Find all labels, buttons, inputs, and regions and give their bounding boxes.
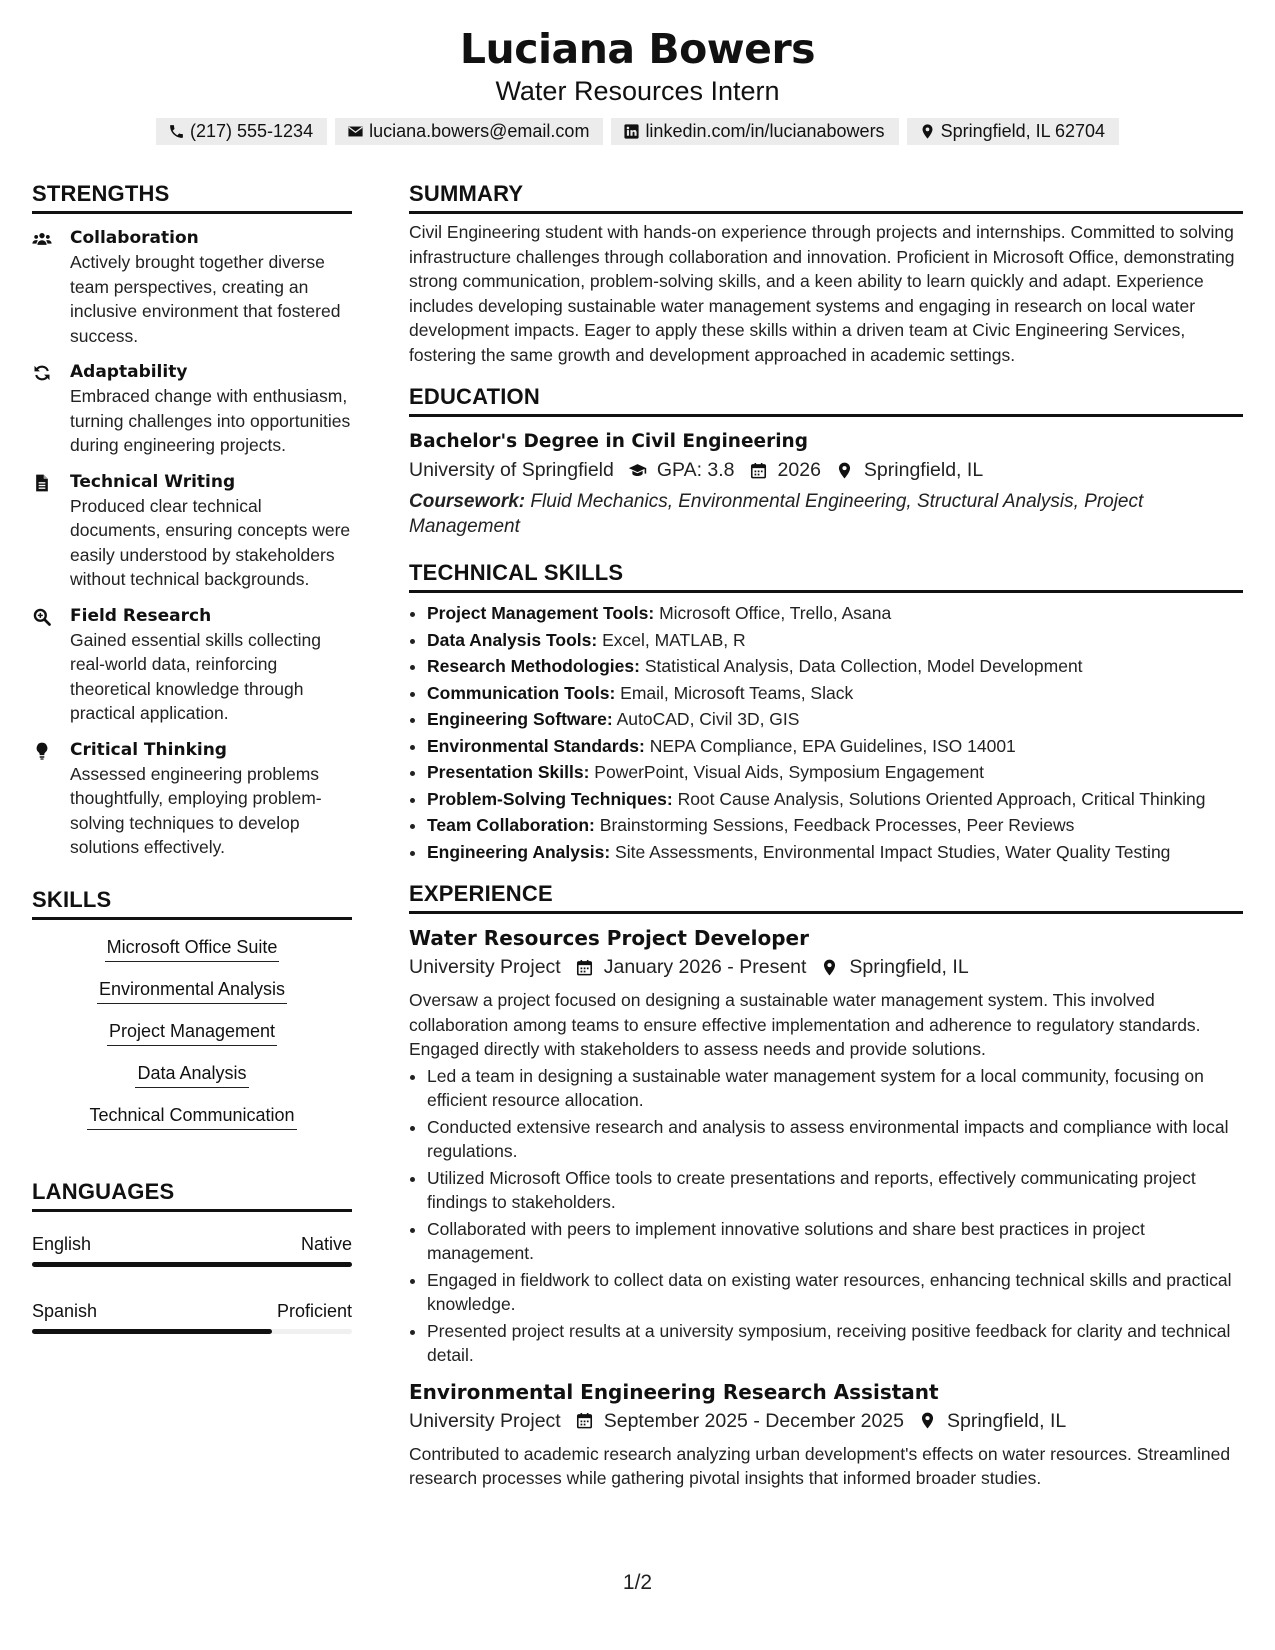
language-level: Proficient [276, 1300, 352, 1321]
tech-skill-label: Research Methodologies: [427, 656, 640, 676]
contact-phone[interactable] [156, 118, 327, 145]
tech-skill-value: Email, Microsoft Teams, Slack [620, 682, 854, 703]
skills-heading: SKILLS [32, 886, 352, 920]
tech-skill-value: Excel, MATLAB, R [602, 629, 746, 650]
strength-desc: Produced clear technical documents, ensuring concepts were easily understood by stakeholders without technical backgrounds. [70, 495, 351, 589]
strength-desc: Gained essential skills collecting real-world data, reinforcing theoretical knowledge through practical application. [70, 629, 321, 723]
calendar-icon [575, 1411, 594, 1430]
job-org: University Project [409, 1409, 561, 1432]
tech-skill-label: Communication Tools: [427, 682, 616, 703]
language-bar-fill [32, 1329, 272, 1334]
education-heading: EDUCATION [409, 383, 1243, 417]
language-item [32, 1232, 352, 1267]
linkedin-text: linkedin.com/in/lucianabowers [645, 121, 885, 141]
candidate-title: Water Resources Intern [495, 76, 780, 106]
envelope-icon [347, 123, 364, 140]
language-name: English [32, 1233, 92, 1254]
languages-heading: LANGUAGES [32, 1178, 352, 1212]
coursework-list: Fluid Mechanics, Environmental Engineering, Structural Analysis, Project Management [409, 491, 1144, 537]
map-pin-icon [835, 461, 854, 480]
strength-desc: Actively brought together diverse team perspectives, creating an inclusive environment that fostered success. [70, 252, 341, 346]
location-text: Springfield, IL 62704 [940, 121, 1106, 141]
strength-title: Collaboration [70, 228, 199, 248]
job-bullet: • Collaborated with peers to implement innovative solutions and share best practices in project management. [427, 1217, 1243, 1266]
search-icon [32, 607, 52, 627]
contact-email[interactable] [335, 118, 603, 145]
job-bullet: • Utilized Microsoft Office tools to create presentations and reports, effectively communicating project findings to stakeholders. [427, 1166, 1243, 1215]
tech-skill-label: Engineering Software: [427, 709, 613, 729]
strength-item [32, 604, 352, 726]
job-dates: January 2026 - Present [603, 956, 807, 978]
skill-tag: Data Analysis [135, 1062, 248, 1088]
gpa-text: GPA: 3.8 [656, 459, 735, 481]
page-number: 1/2 [622, 1571, 653, 1594]
linkedin-icon [623, 123, 640, 140]
job-org: University Project [409, 956, 561, 978]
map-pin-icon [919, 123, 936, 140]
job-bullet: • Presented project results at a university symposium, receiving positive feedback for clarity and technical detail. [427, 1319, 1243, 1368]
tech-skill-item [427, 760, 1243, 785]
tech-skill-value: NEPA Compliance, EPA Guidelines, ISO 14001 [649, 735, 1016, 756]
tech-skills-heading: TECHNICAL SKILLS [409, 559, 1243, 593]
summary-heading: SUMMARY [409, 180, 1243, 214]
tech-skill-item [427, 601, 1243, 626]
education-meta [409, 455, 1243, 485]
job-dates: September 2025 - December 2025 [603, 1409, 904, 1432]
tech-skill-item [427, 787, 1243, 812]
tech-skill-label: Data Analysis Tools: [427, 629, 598, 650]
job-description: Oversaw a project focused on designing a sustainable water management system. This involved collaboration among teams to ensure effective implementation and adherence to regulatory standards. Engaged directly with stakeholders to assess needs and provide solutions. [409, 990, 1201, 1059]
tech-skill-label: Presentation Skills: [427, 762, 590, 782]
strength-title: Technical Writing [70, 471, 236, 492]
tech-skill-label: Project Management Tools: [427, 603, 655, 623]
contact-bar [0, 118, 1275, 145]
language-bar [32, 1329, 352, 1334]
tech-skill-label: Environmental Standards: [427, 735, 645, 756]
tech-skill-value: PowerPoint, Visual Aids, Symposium Engagement [594, 762, 985, 782]
skill-tag: Project Management [107, 1020, 277, 1046]
strength-item [32, 738, 352, 860]
job-bullet: • Conducted extensive research and analysis to assess environmental impacts and compliance with local regulations. [427, 1115, 1243, 1164]
job-bullets [409, 1064, 1243, 1368]
skill-tag: Microsoft Office Suite [105, 936, 280, 962]
school-name: University of Springfield [409, 459, 614, 481]
job-description: Contributed to academic research analyzing urban development's effects on water resources. Streamlined research processes while gathering pivotal insights that informed broader studies. [409, 1443, 1231, 1488]
job-meta [409, 1406, 1243, 1436]
job-title: Environmental Engineering Research Assistant [409, 1379, 939, 1404]
tech-skill-item [427, 654, 1243, 679]
strength-title: Field Research [70, 605, 212, 626]
coursework-label: Coursework: [409, 491, 526, 512]
tech-skill-item [427, 734, 1243, 759]
job-location: Springfield, IL [946, 1409, 1067, 1432]
strength-title: Adaptability [70, 362, 188, 382]
map-pin-icon [918, 1411, 937, 1430]
tech-skill-value: Root Cause Analysis, Solutions Oriented Approach, Critical Thinking [677, 788, 1206, 809]
job-title: Water Resources Project Developer [409, 926, 809, 950]
language-item [32, 1299, 352, 1334]
contact-location [907, 118, 1119, 145]
tech-skill-item [427, 628, 1243, 653]
job-meta [409, 952, 1243, 982]
degree-title: Bachelor's Degree in Civil Engineering [409, 431, 808, 452]
map-pin-icon [820, 958, 839, 977]
email-text: luciana.bowers@email.com [369, 121, 590, 141]
job-location: Springfield, IL [849, 956, 969, 978]
strength-desc: Assessed engineering problems thoughtfully, employing problem-solving techniques to develop solutions effectively. [70, 763, 322, 857]
language-bar [32, 1262, 352, 1267]
school-location: Springfield, IL [863, 459, 984, 481]
lightbulb-icon [32, 741, 52, 761]
phone-icon [168, 123, 185, 140]
tech-skill-item [427, 707, 1243, 732]
calendar-icon [575, 958, 594, 977]
tech-skill-label: Team Collaboration: [427, 815, 595, 835]
tech-skill-label: Engineering Analysis: [427, 841, 611, 862]
language-name: Spanish [32, 1300, 98, 1321]
job-bullet: • Engaged in fieldwork to collect data on existing water resources, enhancing technical skills and practical knowledge. [427, 1268, 1243, 1317]
strength-title: Critical Thinking [70, 739, 227, 760]
tech-skill-item [427, 813, 1243, 838]
language-level: Native [300, 1233, 352, 1254]
coursework [409, 489, 1243, 539]
skill-tag: Technical Communication [87, 1104, 296, 1130]
document-icon [32, 473, 52, 493]
summary-text: Civil Engineering student with hands-on experience through projects and internships. Committed to solving infrastructure challenges through collaboration and innovation. Proficient in Microsoft Office, demonstrating strong communication, problem-solving skills, and a keen ability to learn quickly and adapt. Experience includes developing sustainable water management systems and engaging in research on local water development impacts. Eager to apply these skills within a driven team at Civic Engineering Services, fostering the same growth and development approached in academic settings. [409, 222, 1235, 365]
tech-skill-value: AutoCAD, Civil 3D, GIS [616, 709, 800, 729]
job-entry [409, 924, 1243, 1368]
language-bar-fill [32, 1262, 352, 1267]
tech-skill-item [427, 840, 1243, 865]
strength-item [32, 470, 352, 592]
tech-skill-value: Site Assessments, Environmental Impact Studies, Water Quality Testing [615, 841, 1171, 862]
strength-item [32, 226, 352, 348]
calendar-icon [749, 461, 768, 480]
tech-skill-value: Statistical Analysis, Data Collection, Model Development [644, 656, 1083, 676]
sync-icon [32, 363, 52, 383]
candidate-name: Luciana Bowers [459, 25, 816, 73]
resume-header [0, 22, 1275, 145]
strength-item [32, 360, 352, 458]
strength-desc: Embraced change with enthusiasm, turning challenges into opportunities during engineering projects. [70, 386, 351, 455]
skill-tag: Environmental Analysis [97, 978, 287, 1004]
strengths-heading: STRENGTHS [32, 180, 352, 214]
job-bullet: • Led a team in designing a sustainable water management system for a local community, focusing on efficient resource allocation. [427, 1064, 1243, 1113]
phone-text: (217) 555-1234 [189, 121, 314, 141]
tech-skill-value: Microsoft Office, Trello, Asana [659, 603, 892, 623]
contact-linkedin[interactable] [611, 118, 898, 145]
graduation-cap-icon [628, 461, 647, 480]
tech-skill-item [427, 681, 1243, 706]
experience-heading: EXPERIENCE [409, 880, 1243, 914]
users-icon [32, 229, 52, 249]
left-column [32, 180, 352, 1334]
job-entry [409, 1378, 1243, 1491]
tech-skill-label: Problem-Solving Techniques: [427, 788, 673, 809]
skills-list [32, 936, 352, 1130]
tech-skills-list [409, 601, 1243, 864]
right-column [409, 180, 1243, 1491]
grad-year: 2026 [777, 459, 821, 481]
tech-skill-value: Brainstorming Sessions, Feedback Processes, Peer Reviews [599, 815, 1075, 835]
